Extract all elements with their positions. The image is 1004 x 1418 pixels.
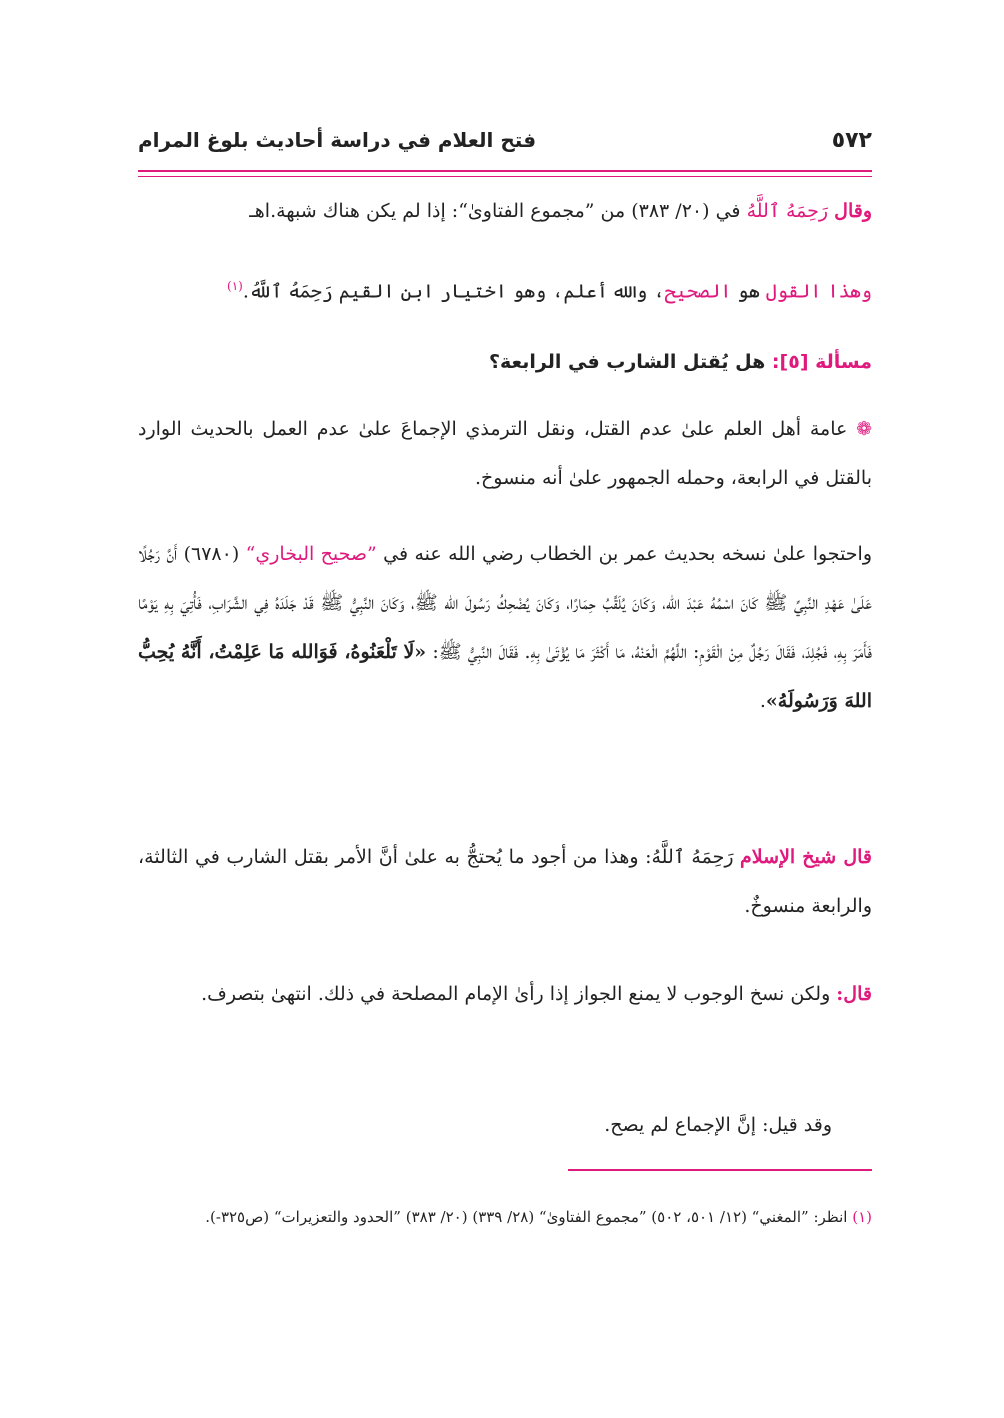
paragraph-text: هو <box>731 280 766 303</box>
book-title: فتح العلام في دراسة أحاديث بلوغ المرام <box>138 128 537 152</box>
paragraph-text: واحتجوا علىٰ نسخه بحديث عمر بن الخطاب رضي الله عنه في <box>376 543 873 565</box>
paragraph-abrogation <box>138 970 872 1019</box>
paragraph-hadith-evidence <box>138 530 872 726</box>
flower-icon: ❁ <box>856 418 872 440</box>
header-rule-thick <box>138 170 872 172</box>
footnote-ref: (١) <box>227 279 243 293</box>
hadith-quote: «لَا تَلْعَنُوهُ، فَوَالله مَا عَلِمْتُ، أَنَّهُ يُحِبُّ اللهَ وَرَسُولَهُ» <box>138 641 872 712</box>
paragraph-text: رَحِمَهُ ٱللَّهُ: وهذا من أجود ما يُحتجُّ به علىٰ أنَّ الأمر بقتل الشارب في الثالثة، والرابعة منسوخٌ. <box>138 846 872 917</box>
paragraph-text: ولكن نسخ الوجوب لا يمنع الجواز إذا رأىٰ الإمام المصلحة في ذلك. انتهىٰ بتصرف. <box>201 983 837 1005</box>
paragraph-text: عامة أهل العلم علىٰ عدم القتل، ونقل الترمذي الإجماعَ علىٰ عدم العمل بالحديث الوارد بالقتل في الرابعة، وحمله الجمهور علىٰ أنه منسوخ. <box>138 418 872 489</box>
shaykh-label: قال شيخ الإسلام <box>740 846 873 868</box>
honorific-glyph: رَحِمَهُ ٱللَّهُ <box>746 200 829 222</box>
footnote <box>138 1201 872 1234</box>
page-number: ٥٧٢ <box>831 128 872 153</box>
hadith-narrative: (٦٧٨٠) أَنَّ رَجُلًا عَلَىٰ عَهْدِ النَّبِيِّ ﷺ كَانَ اسْمُهُ عَبْدَ الله، وَكَانَ يُلَقَّبُ حِمَارًا، وَكَانَ يُضْحِكُ رَسُولَ الله ﷺ، وَكَانَ النَّبِيُّ ﷺ قَدْ جَلَدَهُ فِي الشَّرَابِ، فَأُتِيَ بِهِ يَوْمًا فَأَمَرَ بِهِ، فَجُلِدَ، فَقَالَ رَجُلٌ مِنْ الْقَوْمِ: اللَّهُمَّ الْعَنْهُ، مَا أَكْثَرَ مَا يُؤْتَىٰ بِهِ. فَقَالَ النَّبِيُّ ﷺ: <box>138 543 872 663</box>
paragraph-text: . <box>759 690 766 712</box>
question-label: مسألة [٥]: <box>771 351 872 373</box>
footnote-number: (١) <box>852 1208 872 1226</box>
paragraph-consensus <box>138 1101 872 1150</box>
paragraph-majority-view <box>138 405 872 503</box>
paragraph-text: ، والله أعلم، وهو اختيار ابن القيم رَحِمَهُ ٱللَّهُ. <box>242 280 665 303</box>
sahih-label: الصحيح <box>664 280 732 303</box>
paragraph-shaykh-quote <box>138 833 872 931</box>
question-heading <box>138 338 872 387</box>
paragraph-quote-source <box>138 187 872 236</box>
paragraph-text: في (٢٠/ ٣٨٣) من ”مجموع الفتاوىٰ“: إذا لم يكن هناك شبهة.اهـ <box>249 200 747 222</box>
header-rule-thin <box>138 176 872 177</box>
footnote-text: انظر: ”المغني“ (١٢/ ٥٠١، ٥٠٢) ”مجموع الفتاوىٰ“ (٢٨/ ٣٣٩) (٢٠/ ٣٨٣) ”الحدود والتعزيرات“ (ص٣٢٥-). <box>205 1208 853 1226</box>
running-header <box>138 128 872 162</box>
said-label: قال: <box>836 983 872 1005</box>
footnote-rule <box>568 1169 872 1171</box>
this-view-label: وهذا القول <box>765 280 872 303</box>
paragraph-preferred-view <box>138 262 872 316</box>
question-text: هل يُقتل الشارب في الرابعة؟ <box>488 351 772 373</box>
source-title: ”صحيح البخاري“ <box>245 543 377 565</box>
said-label: وقال <box>834 200 872 222</box>
paragraph-text: وقد قيل: إنَّ الإجماع لم يصح. <box>604 1114 832 1136</box>
